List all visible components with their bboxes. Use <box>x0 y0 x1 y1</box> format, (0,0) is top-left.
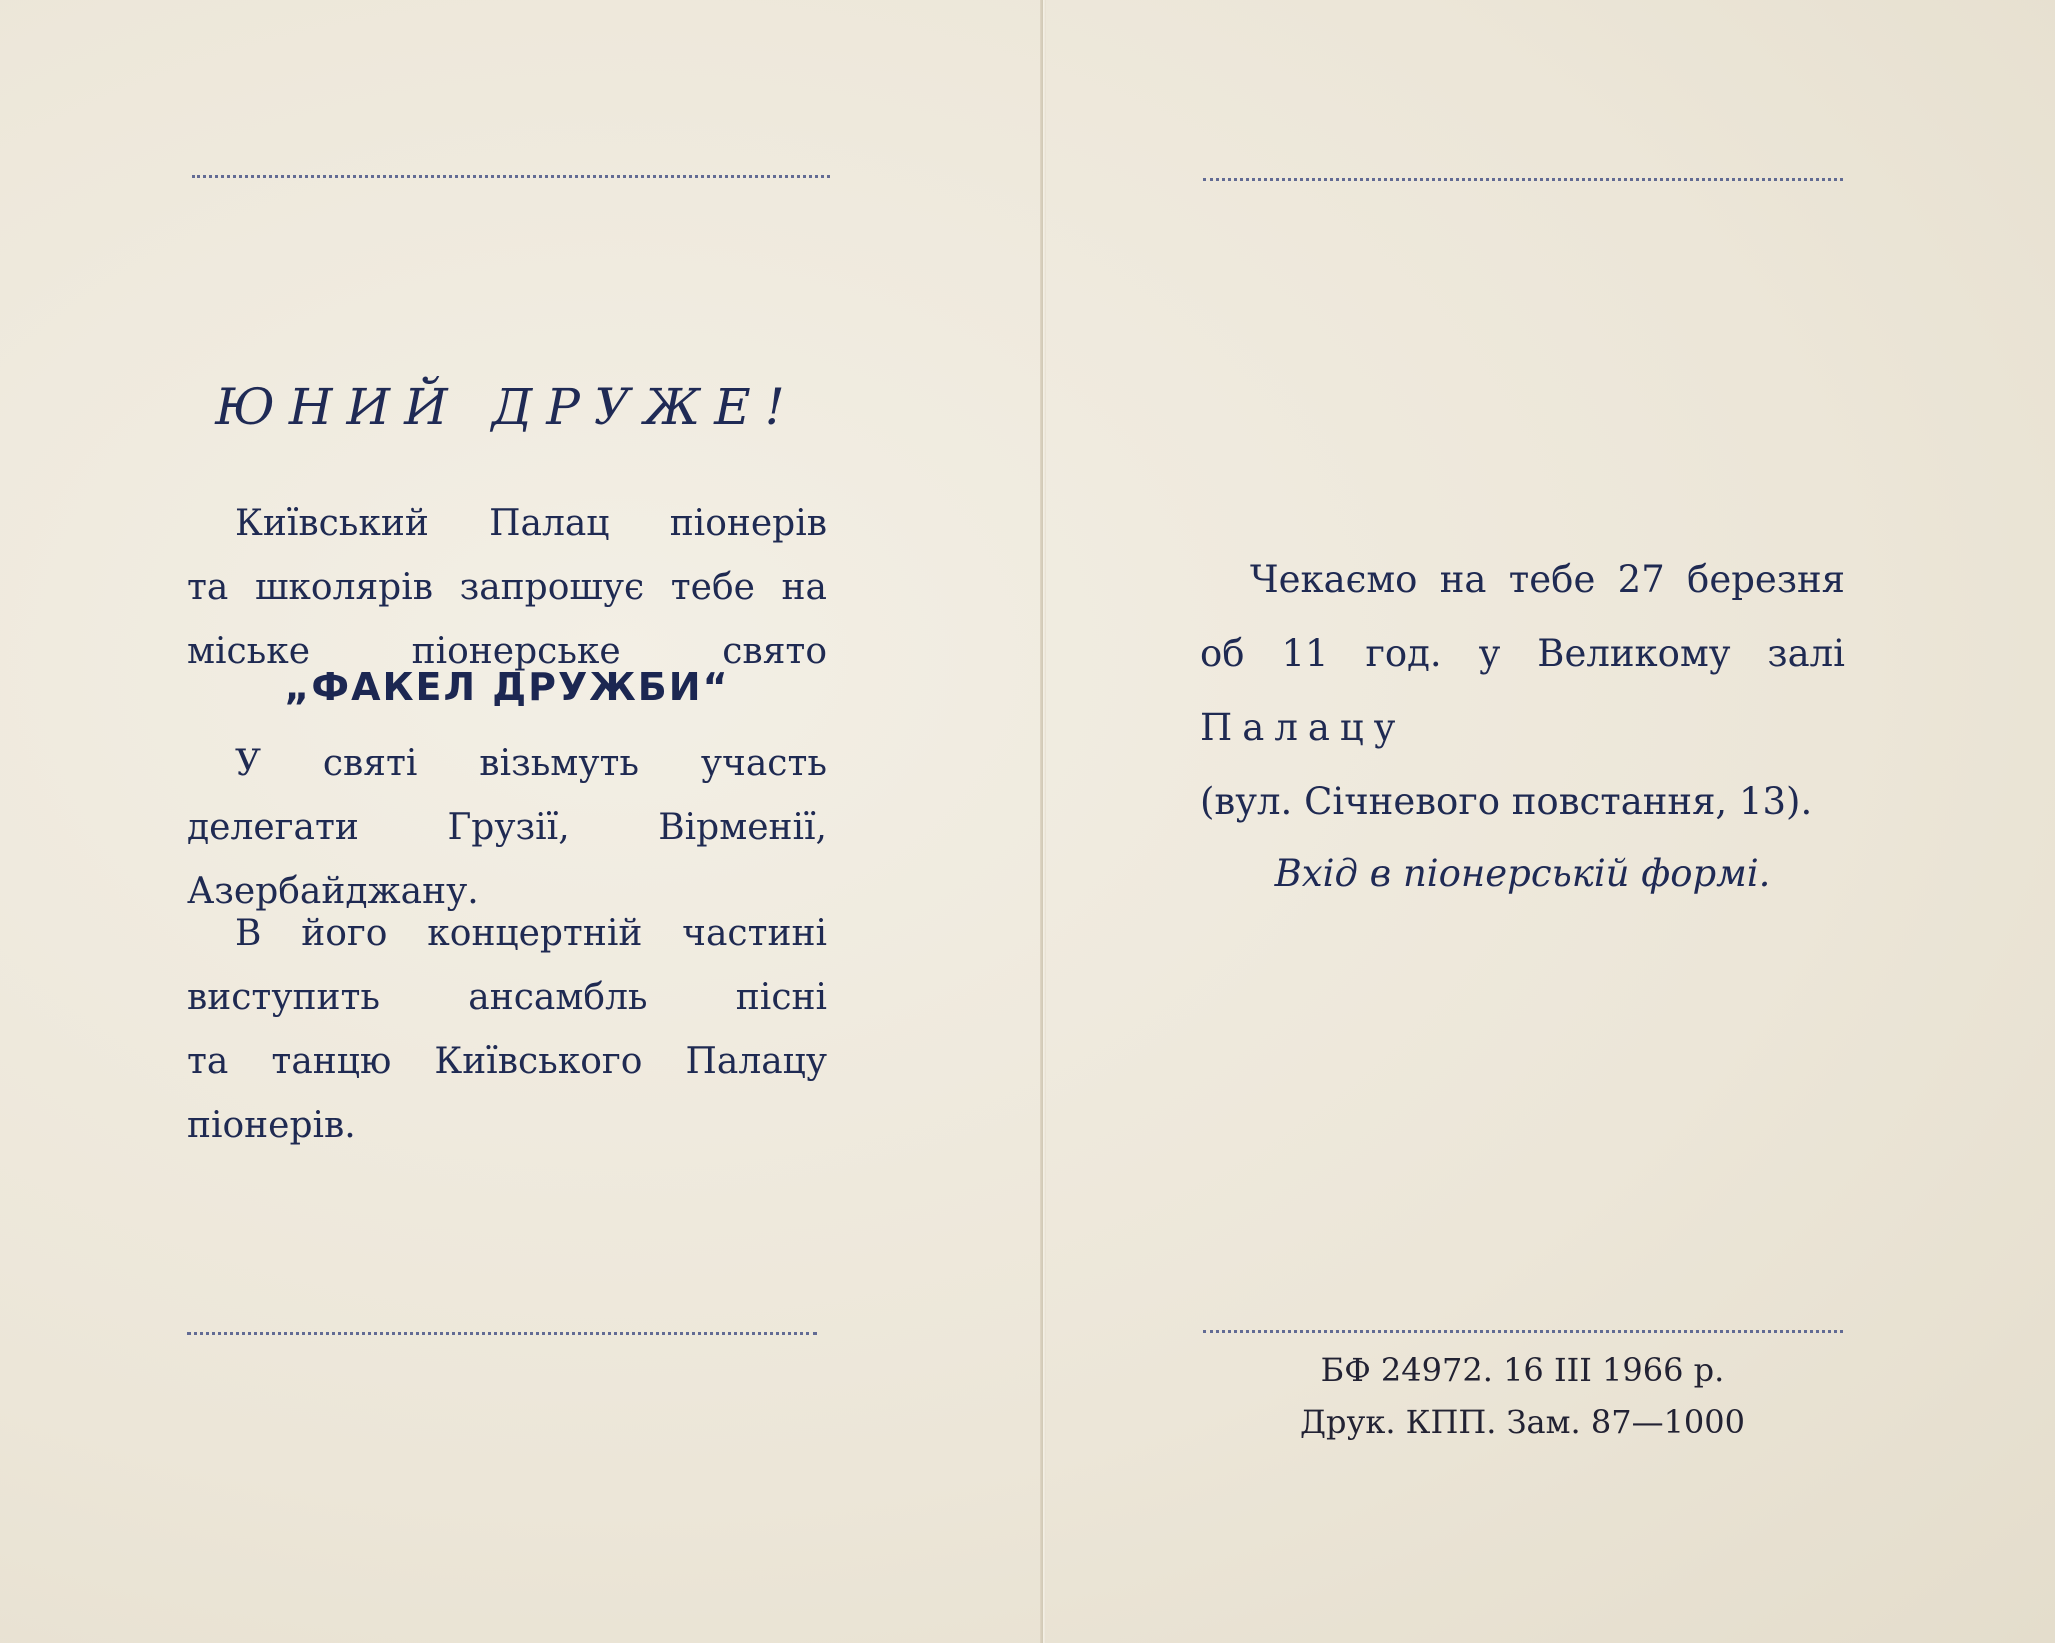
imprint-line: Друк. КПП. Зам. 87—1000 <box>1300 1403 1745 1441</box>
text-line: об 11 год. у Великому залі <box>1200 632 1845 675</box>
text-line: В його концертній частині <box>235 913 827 954</box>
text-line: Азербайджану. <box>187 871 479 912</box>
top-divider-left <box>192 175 830 178</box>
paragraph-invite <box>187 492 827 684</box>
invitation-details <box>1200 543 1845 839</box>
text-line: та танцю Київського Палацу <box>187 1041 827 1082</box>
dress-code-note: Вхід в піонерській формі. <box>1274 852 1771 895</box>
text-line: У святі візьмуть участь <box>235 743 827 784</box>
imprint-line: БФ 24972. 16 III 1966 р. <box>1320 1351 1725 1389</box>
text-line: (вул. Січневого повстання, 13). <box>1200 780 1813 823</box>
greeting-heading: ЮНИЙ ДРУЖЕ! <box>215 378 799 436</box>
text-line: міське піонерське свято <box>187 631 827 672</box>
text-line: та школярів запрошує тебе на <box>187 567 827 608</box>
text-line: виступить ансамбль пісні <box>187 977 827 1018</box>
festival-title: „ФАКЕЛ ДРУЖБИ“ <box>284 665 730 709</box>
printer-imprint <box>1200 1344 1845 1448</box>
text-line: Чекаємо на тебе 27 березня <box>1250 558 1845 601</box>
paragraph-concert <box>187 902 827 1158</box>
text-line: Київський Палац піонерів <box>235 503 827 544</box>
paragraph-delegates <box>187 732 827 924</box>
top-divider-right <box>1203 178 1843 181</box>
text-line: піонерів. <box>187 1105 356 1146</box>
bottom-divider-left <box>187 1332 817 1335</box>
bottom-divider-right <box>1203 1330 1843 1333</box>
text-line: Палацу <box>1200 706 1406 749</box>
text-line: делегати Грузії, Вірменії, <box>187 807 827 848</box>
